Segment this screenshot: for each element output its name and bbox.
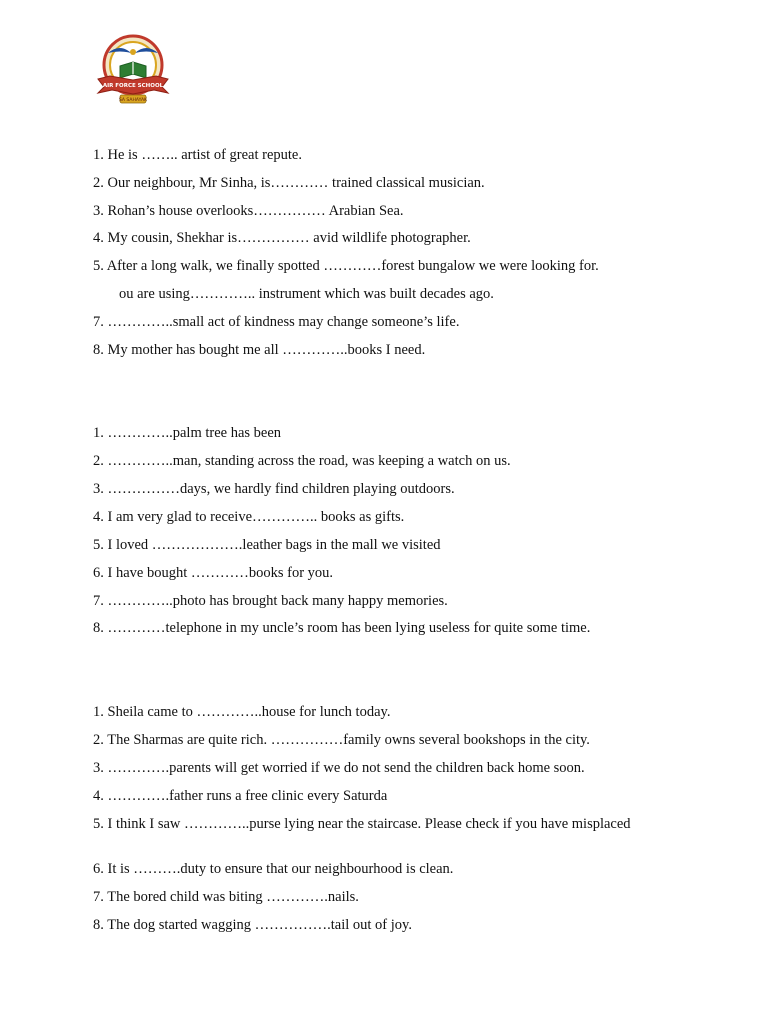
s1-q2: 2. Our neighbour, Mr Sinha, is………… trained classical musician. — [93, 175, 485, 191]
school-logo — [94, 33, 172, 105]
s1-q8: 8. My mother has bought me all …………..books I need. — [93, 342, 426, 358]
s3-q3: 3. ………….parents will get worried if we do not send the children back home soon. — [93, 760, 585, 776]
s1-q3: 3. Rohan’s house overlooks…………… Arabian Sea. — [93, 203, 404, 219]
s2-q1: 1. …………..palm tree has been — [93, 425, 282, 441]
s2-q6: 6. I have bought …………books for you. — [93, 565, 334, 581]
s3-q8: 8. The dog started wagging …………….tail out of joy. — [93, 917, 412, 933]
s2-q2: 2. …………..man, standing across the road, was keeping a watch on us. — [93, 453, 511, 469]
s1-q6: ou are using………….. instrument which was built decades ago. — [119, 286, 494, 302]
s2-q3: 3. ……………days, we hardly find children playing outdoors. — [93, 481, 455, 497]
s2-q5: 5. I loved ……………….leather bags in the mall we visited — [93, 537, 441, 553]
s2-q8: 8. …………telephone in my uncle’s room has been lying useless for quite some time. — [93, 620, 591, 636]
s3-q6: 6. It is ……….duty to ensure that our neighbourhood is clean. — [93, 861, 454, 877]
school-crest-icon — [94, 33, 172, 105]
svg-text:AIR FORCE SCHOOL: AIR FORCE SCHOOL — [102, 83, 164, 89]
s3-q7: 7. The bored child was biting ………….nails. — [93, 889, 359, 905]
svg-text:SA SAHAYAK: SA SAHAYAK — [118, 98, 148, 103]
s1-q1: 1. He is …….. artist of great repute. — [93, 147, 302, 163]
s1-q7: 7. …………..small act of kindness may change someone’s life. — [93, 314, 460, 330]
s3-q5: 5. I think I saw …………..purse lying near the staircase. Please check if you have misplaced — [93, 816, 631, 832]
s1-q4: 4. My cousin, Shekhar is…………… avid wildlife photographer. — [93, 230, 471, 246]
s3-q4: 4. ………….father runs a free clinic every Saturda — [93, 788, 388, 804]
s3-q1: 1. Sheila came to …………..house for lunch today. — [93, 704, 391, 720]
s1-q5: 5. After a long walk, we finally spotted …………forest bungalow we were looking for. — [93, 258, 599, 274]
s2-q7: 7. …………..photo has brought back many happy memories. — [93, 593, 448, 609]
s3-q2: 2. The Sharmas are quite rich. ……………family owns several bookshops in the city. — [93, 732, 590, 748]
s2-q4: 4. I am very glad to receive………….. books as gifts. — [93, 509, 405, 525]
